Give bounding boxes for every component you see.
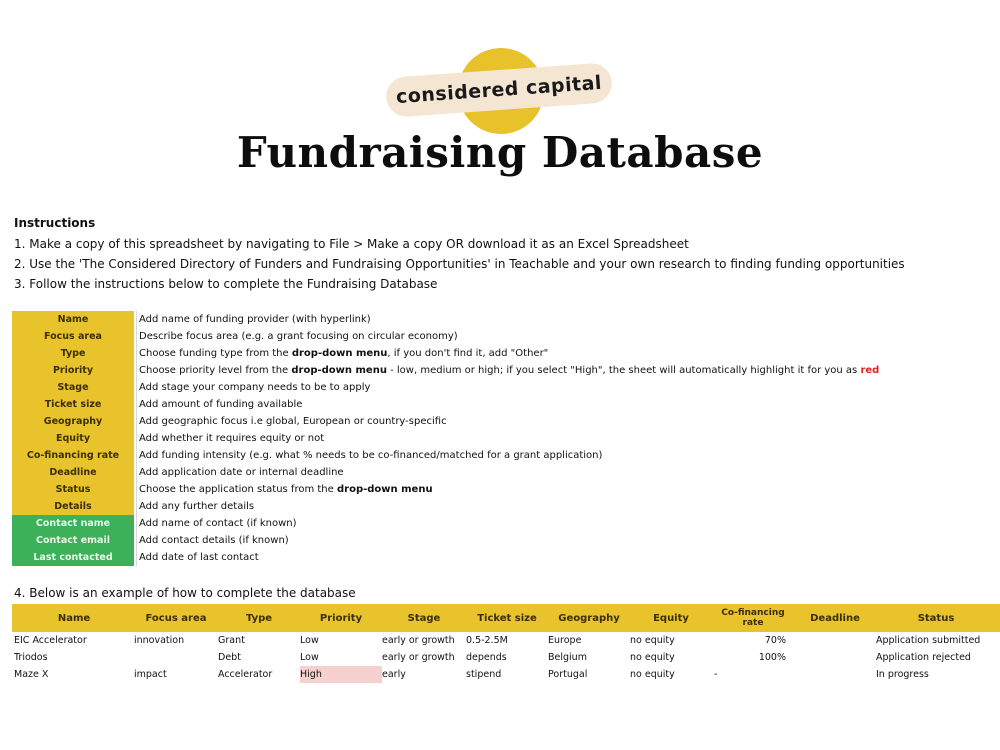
field-label: Deadline	[12, 464, 134, 481]
field-description	[136, 362, 1000, 379]
field-row-priority	[12, 362, 1000, 379]
field-row-type	[12, 345, 1000, 362]
field-description: Add geographic focus i.e global, European or country-specific	[136, 413, 1000, 430]
column-header: Focus area	[145, 612, 207, 624]
example-table	[12, 604, 1000, 683]
table-cell: depends	[466, 652, 507, 663]
table-cell: Debt	[218, 652, 241, 663]
desc-text: Choose priority level from the	[139, 365, 292, 376]
table-cell: Application rejected	[876, 652, 971, 663]
column-header: Priority	[319, 612, 363, 624]
column-header: Co-financing rate	[721, 608, 785, 628]
column-header: Equity	[653, 612, 689, 624]
field-row-contact-name	[12, 515, 1000, 532]
field-description	[136, 481, 1000, 498]
table-cell: EIC Accelerator	[14, 635, 87, 646]
field-description: Add application date or internal deadline	[136, 464, 1000, 481]
table-cell: early or growth	[382, 652, 455, 663]
table-row	[12, 649, 1000, 666]
field-description: Add funding intensity (e.g. what % needs to be co-financed/matched for a grant application)	[136, 447, 1000, 464]
table-cell: no equity	[630, 635, 675, 646]
column-header: Type	[245, 612, 273, 624]
field-description: Add name of contact (if known)	[136, 515, 1000, 532]
field-row-stage	[12, 379, 1000, 396]
field-guide-table	[12, 311, 1000, 566]
field-row-equity	[12, 430, 1000, 447]
instruction-step-3: 3. Follow the instructions below to complete the Fundraising Database	[14, 277, 438, 291]
table-cell: Europe	[548, 635, 582, 646]
field-description: Add name of funding provider (with hyperlink)	[136, 311, 1000, 328]
table-cell: Accelerator	[218, 669, 273, 680]
column-header: Status	[917, 612, 955, 624]
column-header: Stage	[407, 612, 441, 624]
field-description: Add date of last contact	[136, 549, 1000, 566]
field-label: Contact name	[12, 515, 134, 532]
field-row-deadline	[12, 464, 1000, 481]
desc-bold: drop-down menu	[291, 365, 387, 376]
table-cell: stipend	[466, 669, 502, 680]
field-label: Priority	[12, 362, 134, 379]
logo-pill	[385, 62, 613, 118]
field-row-ticket-size	[12, 396, 1000, 413]
field-row-co-financing-rate	[12, 447, 1000, 464]
page-title: Fundraising Database	[236, 128, 764, 177]
table-cell: Triodos	[14, 652, 48, 663]
table-cell: Grant	[218, 635, 245, 646]
table-cell: -	[714, 669, 718, 680]
field-row-name	[12, 311, 1000, 328]
table-cell: early or growth	[382, 635, 455, 646]
column-header: Name	[57, 612, 91, 624]
field-label: Co-financing rate	[12, 447, 134, 464]
desc-text: Choose the application status from the	[139, 484, 337, 495]
table-cell: no equity	[630, 669, 675, 680]
field-label: Name	[12, 311, 134, 328]
table-cell: Maze X	[14, 669, 49, 680]
table-cell: Portugal	[548, 669, 588, 680]
table-cell: 0.5-2.5M	[466, 635, 508, 646]
field-label: Last contacted	[12, 549, 134, 566]
field-row-details	[12, 498, 1000, 515]
column-header: Ticket size	[477, 612, 537, 624]
column-header: Deadline	[810, 612, 860, 624]
field-label: Stage	[12, 379, 134, 396]
table-cell: 70%	[764, 635, 786, 646]
table-header-row	[12, 604, 1000, 632]
field-description: Add whether it requires equity or not	[136, 430, 1000, 447]
field-label: Ticket size	[12, 396, 134, 413]
field-description: Add contact details (if known)	[136, 532, 1000, 549]
instruction-step-1: 1. Make a copy of this spreadsheet by navigating to File > Make a copy OR download it as an Excel Spreadsheet	[14, 237, 689, 251]
table-cell: Low	[300, 652, 319, 663]
instruction-step-2: 2. Use the 'The Considered Directory of Funders and Fundraising Opportunities' in Teachable and your own research to finding funding opportunities	[14, 257, 905, 271]
desc-bold: drop-down menu	[291, 348, 388, 359]
field-description	[136, 345, 1000, 362]
table-row	[12, 666, 1000, 683]
field-label: Type	[12, 345, 134, 362]
table-cell: Belgium	[548, 652, 587, 663]
instructions-section	[14, 216, 994, 294]
table-cell: impact	[134, 669, 167, 680]
field-description: Add stage your company needs to be to apply	[136, 379, 1000, 396]
table-cell: In progress	[876, 669, 929, 680]
field-label: Focus area	[12, 328, 134, 345]
desc-text: , if you don't find it, add "Other"	[387, 348, 549, 359]
table-cell: Application submitted	[876, 635, 981, 646]
field-row-geography	[12, 413, 1000, 430]
field-description: Add any further details	[136, 498, 1000, 515]
logo-text: considered capital	[395, 71, 603, 109]
field-label: Equity	[12, 430, 134, 447]
table-cell: 100%	[758, 652, 786, 663]
field-row-status	[12, 481, 1000, 498]
desc-bold: drop-down menu	[336, 484, 433, 495]
field-label: Contact email	[12, 532, 134, 549]
example-heading: 4. Below is an example of how to complete the database	[14, 586, 356, 600]
field-description: Add amount of funding available	[136, 396, 1000, 413]
table-row	[12, 632, 1000, 649]
table-cell: Low	[300, 635, 319, 646]
table-cell: no equity	[630, 652, 675, 663]
desc-red: red	[860, 365, 880, 376]
instructions-heading: Instructions	[14, 216, 96, 230]
field-row-contact-email	[12, 532, 1000, 549]
field-description: Describe focus area (e.g. a grant focusing on circular economy)	[136, 328, 1000, 345]
field-row-focus-area	[12, 328, 1000, 345]
field-label: Geography	[12, 413, 134, 430]
field-label: Details	[12, 498, 134, 515]
table-cell: early	[382, 669, 406, 680]
priority-high-cell: High	[300, 666, 382, 683]
considered-capital-logo	[380, 48, 620, 132]
table-cell: innovation	[134, 635, 185, 646]
field-row-last-contacted	[12, 549, 1000, 566]
desc-text: Choose funding type from the	[139, 348, 292, 359]
column-header: Geography	[558, 612, 620, 624]
desc-text: - low, medium or high; if you select "High", the sheet will automatically highlight it for you as	[386, 365, 861, 376]
field-label: Status	[12, 481, 134, 498]
